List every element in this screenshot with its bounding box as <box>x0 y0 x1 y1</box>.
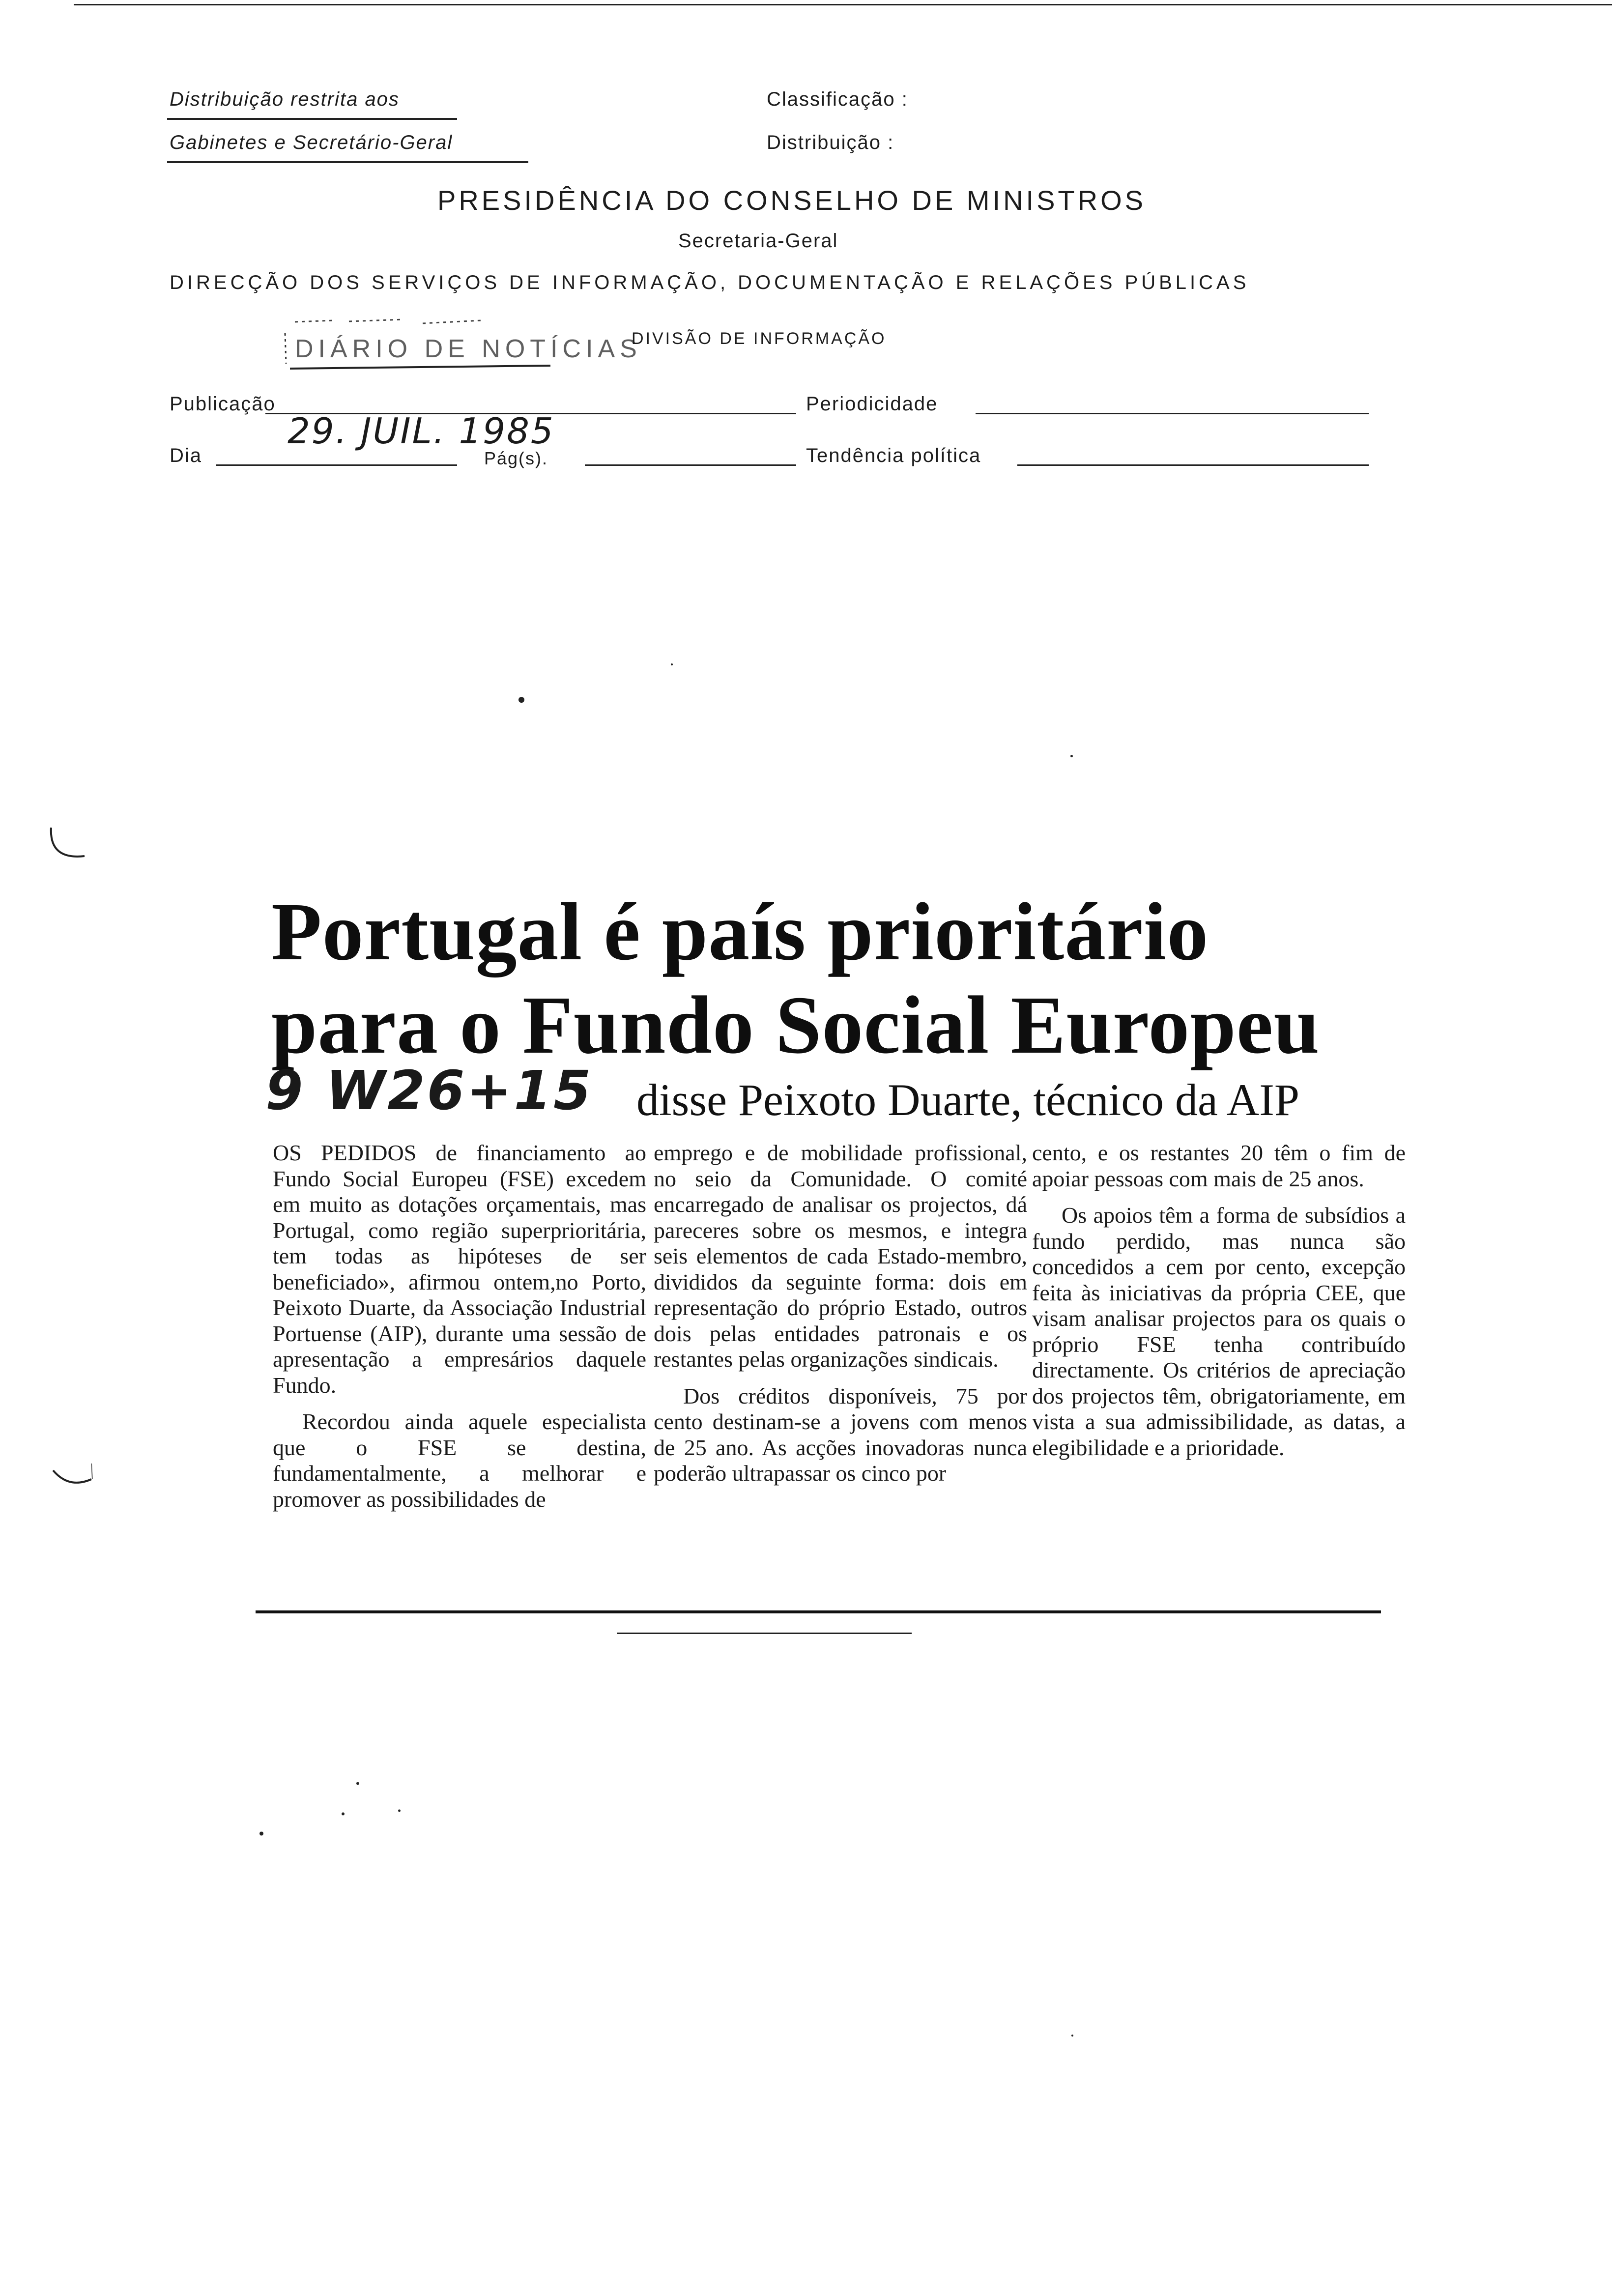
article-paragraph: Recordou ainda aquele especialista que o FSE se destina, fundamentalmente, a melhorar e promover as possibilidades de <box>273 1409 646 1512</box>
article-column-1 <box>273 1140 646 1512</box>
speck <box>671 663 673 665</box>
article-paragraph: OS PEDIDOS de financiamento ao Fundo Social Europeu (FSE) excedem em muito as dotações orçamentais, mas Portugal, como região superprioritária, tem todas as hipóteses de ser beneficiado», afirmou ontem,no Porto, Peixoto Duarte, da Associação Industrial Portuense (AIP), durante uma sessão de apresentação a empresários daquele Fundo. <box>273 1140 646 1398</box>
speck <box>342 1812 345 1815</box>
distribution-underline-1 <box>167 118 457 120</box>
date-field-line <box>216 464 457 466</box>
political-tendency-field-line <box>1017 464 1369 466</box>
periodicity-label: Periodicidade <box>806 393 938 415</box>
secretariat-heading: Secretaria-Geral <box>678 230 838 252</box>
article-paragraph: Os apoios têm a forma de subsídios a fundo perdido, mas nunca são concedidos a cem por cento, excepção feita às iniciativas da própria CEE, que visam analisar projectos para os quais o próprio FSE tenha contribuído directamente. Os critérios de apreciação dos projectos têm, obrigatoriamente, em vista a sua admissibilidade, as datas, a elegibilidade e a prioridade. <box>1032 1203 1406 1460</box>
handwritten-date: 29. JUIL. 1985 <box>288 410 555 452</box>
punch-hole-arc-top-icon <box>44 821 98 875</box>
handwritten-reference: 9 W26+15 <box>265 1059 593 1122</box>
pages-field-line <box>585 464 796 466</box>
distribution-label: Distribuição : <box>767 132 894 153</box>
date-label: Dia <box>170 445 202 466</box>
article-column-3 <box>1032 1140 1406 1461</box>
periodicity-field-line <box>976 413 1369 414</box>
article-paragraph: Dos créditos disponíveis, 75 por cento destinam-se a jovens com menos de 25 ano. As acções inovadoras nunca poderão ultrapassar os cinco por <box>654 1383 1027 1486</box>
distribution-underline-2 <box>167 161 528 163</box>
directorate-heading: DIRECÇÃO DOS SERVIÇOS DE INFORMAÇÃO, DOCUMENTAÇÃO E RELAÇÕES PÚBLICAS <box>170 272 1250 293</box>
headline-line-2: para o Fundo Social Europeu <box>271 979 1320 1071</box>
distribution-restriction-line2: Gabinetes e Secretário-Geral <box>170 132 453 153</box>
article-column-2 <box>654 1140 1027 1487</box>
subheadline: disse Peixoto Duarte, técnico da AIP <box>636 1075 1300 1125</box>
speck <box>356 1782 359 1785</box>
punch-hole-arc-bottom-icon <box>49 1460 103 1504</box>
speck <box>1071 2035 1073 2037</box>
stamp-text: DIÁRIO DE NOTÍCIAS <box>295 335 642 363</box>
article-paragraph: emprego e de mobilidade profissional, no seio da Comunidade. O comité encarregado de analisar os projectos, dá pareceres sobre os mesmos, e integra seis elementos de cada Estado-membro, divididos da seguinte forma: dois em representação do próprio Estado, outros dois pelas entidades patronais e os restantes pelas organizações sindicais. <box>654 1140 1027 1372</box>
scan-top-rule <box>74 4 1612 5</box>
publication-label: Publicação <box>170 393 276 415</box>
political-tendency-label: Tendência política <box>806 445 981 466</box>
article-paragraph: cento, e os restantes 20 têm o fim de apoiar pessoas com mais de 25 anos. <box>1032 1140 1406 1191</box>
classification-label: Classificação : <box>767 88 908 110</box>
headline-line-1: Portugal é país prioritário <box>271 886 1209 977</box>
article-bottom-rule <box>256 1610 1381 1613</box>
speck <box>1070 755 1073 757</box>
speck <box>259 1832 263 1836</box>
speck <box>398 1809 401 1812</box>
presidency-heading: PRESIDÊNCIA DO CONSELHO DE MINISTROS <box>437 185 1146 216</box>
newspaper-stamp <box>275 315 642 373</box>
article-end-rule <box>617 1633 912 1634</box>
distribution-restriction-line1: Distribuição restrita aos <box>170 88 400 110</box>
pages-label: Pág(s). <box>484 448 548 468</box>
speck <box>518 697 524 703</box>
division-label: DIVISÃO DE INFORMAÇÃO <box>632 329 887 348</box>
